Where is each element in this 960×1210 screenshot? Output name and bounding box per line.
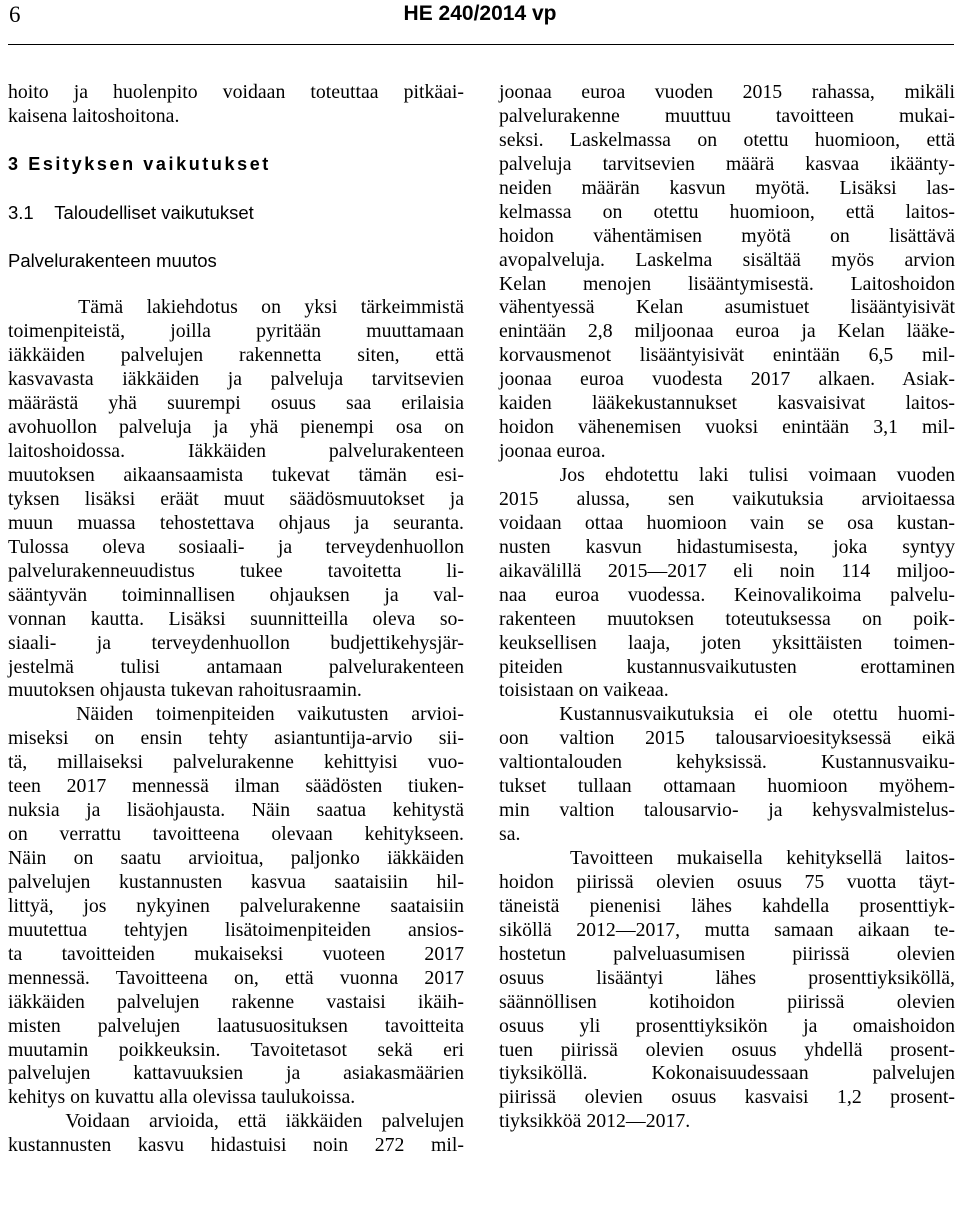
text-line: joonaa euroa vuoden 2015 rahassa, mikäli <box>499 81 955 103</box>
text-line: hostetun palveluasumisen piirissä olevien <box>499 942 955 965</box>
text-line: miseksi on ensin tehty asiantuntija-arvio sii- <box>8 727 464 750</box>
text-line: tä, millaiseksi palvelurakenne kehittyisi vuo- <box>8 751 464 774</box>
text-line: kelmassa on otettu huomioon, että laitos- <box>499 200 955 223</box>
text-line: Tulossa oleva sosiaali- ja terveydenhuollon <box>8 535 464 558</box>
text-line: vähentyessä Kelan asumistuet lisääntyisivät <box>499 296 955 319</box>
text-line: hoidon vähenemisen vuoksi enintään 3,1 mil- <box>499 416 955 439</box>
text-line: nuksia ja lisäohjausta. Näin saatua kehitystä <box>8 799 464 822</box>
left-column <box>8 81 464 1158</box>
text-line: muutoksen aikaansaamista tukevat tämän esi- <box>8 464 464 486</box>
document-id: HE 240/2014 vp <box>403 2 557 25</box>
spacer <box>8 177 464 201</box>
text-line: muutamin poikkeuksin. Tavoitetasot sekä eri <box>8 1038 464 1061</box>
right-column <box>499 81 955 1134</box>
spacer <box>8 225 464 249</box>
text-line: palvelurakenne muuttuu tavoitteen mukai- <box>499 104 955 127</box>
text-line: Näin on saatu arvioitua, paljonko iäkkäiden <box>8 847 464 869</box>
text-line: mennessä. Tavoitteena on, että vuonna 2017 <box>8 966 464 989</box>
text-line: vonnan kautta. Lisäksi suunnitteilla oleva so- <box>8 607 464 630</box>
text-line: Jos ehdotettu laki tulisi voimaan vuoden <box>499 464 955 486</box>
subsection-heading: Palvelurakenteen muutos <box>8 249 217 271</box>
text-line: toisistaan on vaikeaa. <box>499 679 669 702</box>
text-line: jestelmä tulisi antamaan palvelurakenteen <box>8 655 464 678</box>
text-line: kaisena laitoshoitona. <box>8 104 180 127</box>
text-line: seksi. Laskelmassa on otettu huomioon, että <box>499 128 955 151</box>
text-line: siaali- ja terveydenhuollon budjettikehysjär- <box>8 631 464 654</box>
text-line: hoito ja huolenpito voidaan toteuttaa pitkäai- <box>8 81 464 103</box>
text-line: on verrattu tavoitteena olevaan kehitykseen. <box>8 823 464 846</box>
text-line: avopalveluja. Laskelma sisältää myös arvion <box>499 248 955 271</box>
text-line: osuus yli prosenttiyksikön ja omaishoidon <box>499 1014 955 1037</box>
text-line: kehitys on kuvattu alla olevissa taulukoissa. <box>8 1086 356 1109</box>
text-line: hoidon piirissä olevien osuus 75 vuotta täyt- <box>499 870 955 893</box>
text-line: Tavoitteen mukaisella kehityksellä laitos- <box>499 847 955 869</box>
text-line: rakenteen muutoksen toteutuksessa on poik- <box>499 607 955 630</box>
text-line: piteiden kustannusvaikutusten erottaminen <box>499 655 955 678</box>
text-line: osuus lisääntyi lähes prosenttiyksiköllä, <box>499 966 955 989</box>
text-line: piirissä olevien osuus kasvaisi 1,2 prosent- <box>499 1086 955 1109</box>
text-line: täneistä pienenisi lähes kahdella prosenttiyk- <box>499 894 955 917</box>
text-line: palvelujen kattavuuksien ja asiakasmäärien <box>8 1062 464 1085</box>
text-line: tiyksiköllä. Kokonaisuudessaan palvelujen <box>499 1062 955 1085</box>
text-line: misten palvelujen laatusuosituksen tavoitteita <box>8 1014 464 1037</box>
subsection-heading: 3.1 Taloudelliset vaikutukset <box>8 201 254 223</box>
text-line: iäkkäiden palvelujen rakennetta siten, että <box>8 344 464 367</box>
section-heading: 3 Esityksen vaikutukset <box>8 153 271 174</box>
text-line: muutettua tehtyjen lisätoimenpiteiden ansios- <box>8 918 464 941</box>
text-line: kaiden lääkekustannukset kasvaisivat laitos- <box>499 392 955 415</box>
text-line: sääntyvän toiminnallisen ohjauksen ja val- <box>8 583 464 606</box>
text-line: Voidaan arvioida, että iäkkäiden palvelujen <box>8 1110 464 1133</box>
spacer <box>8 129 464 153</box>
text-line: tiyksikköä 2012—2017. <box>499 1110 691 1133</box>
text-line: oon valtion 2015 talousarvioesityksessä eikä <box>499 727 955 750</box>
text-line: kasvavasta iäkkäiden ja palveluja tarvitsevien <box>8 368 464 391</box>
text-line: aikavälillä 2015—2017 eli noin 114 miljoo- <box>499 559 955 582</box>
text-line: määrästä yhä suurempi osuus saa erilaisia <box>8 392 464 415</box>
text-line: palveluja tarvitsevien määrä kasvaa ikäänty- <box>499 152 955 175</box>
text-line: keuksellisen laaja, joten yksittäisten toimen- <box>499 631 955 654</box>
text-line: Näiden toimenpiteiden vaikutusten arvioi- <box>8 703 464 726</box>
text-line: tyksen lisäksi eräät muut säädösmuutokset ja <box>8 487 464 510</box>
text-line: iäkkäiden palvelujen rakenne vastaisi ikäih- <box>8 990 464 1013</box>
text-line: sa. <box>499 823 521 846</box>
text-line: 2015 alussa, sen vaikutuksia arvioitaessa <box>499 487 955 510</box>
text-line: Tämä lakiehdotus on yksi tärkeimmistä <box>8 296 464 319</box>
text-line: palvelujen kustannusten kasvua saataisiin hil- <box>8 870 464 893</box>
text-line: palvelurakenneuudistus tukee tavoitetta li- <box>8 559 464 582</box>
text-line: kustannusten kasvu hidastuisi noin 272 mil- <box>8 1134 464 1157</box>
text-line: joonaa euroa. <box>499 440 606 463</box>
text-line: enintään 2,8 miljoonaa euroa ja Kelan lääke- <box>499 320 955 343</box>
text-line: joonaa euroa vuodesta 2017 alkaen. Asiak- <box>499 368 955 391</box>
text-line: naa euroa vuodessa. Keinovalikoima palvelu- <box>499 583 955 606</box>
text-line: voidaan ottaa huomioon vain se osa kustan- <box>499 511 955 534</box>
text-line: nusten kasvun hidastumisesta, joka syntyy <box>499 535 955 558</box>
text-line: valtiontalouden kehyksissä. Kustannusvaiku- <box>499 751 955 774</box>
text-line: muun muassa tehostettava ohjaus ja seuranta. <box>8 511 464 534</box>
spacer <box>8 273 464 297</box>
text-line: Kelan menojen lisääntymisestä. Laitoshoidon <box>499 272 955 295</box>
text-line: toimenpiteistä, joilla pyritään muuttamaan <box>8 320 464 343</box>
header-rule <box>8 44 954 45</box>
text-line: ta tavoitteiden mukaiseksi vuoteen 2017 <box>8 942 464 965</box>
page-number: 6 <box>9 2 21 27</box>
text-line: tukset tullaan ottamaan huomioon myöhem- <box>499 775 955 798</box>
text-line: tuen piirissä olevien osuus yhdellä prosent- <box>499 1038 955 1061</box>
text-line: siköllä 2012—2017, mutta samaan aikaan te- <box>499 918 955 941</box>
text-line: min valtion talousarvio- ja kehysvalmistelus- <box>499 799 955 822</box>
text-line: littyä, jos nykyinen palvelurakenne saataisiin <box>8 894 464 917</box>
text-line: Kustannusvaikutuksia ei ole otettu huomi- <box>499 703 955 726</box>
text-line: muutoksen ohjausta tukevan rahoitusraamin. <box>8 679 362 702</box>
text-line: säännöllisen kotihoidon piirissä olevien <box>499 990 955 1013</box>
text-line: laitoshoidossa. Iäkkäiden palvelurakenteen <box>8 440 464 463</box>
text-line: neiden määrän kasvun myötä. Lisäksi las- <box>499 176 955 199</box>
text-line: teen 2017 mennessä ilman säädösten tiuken- <box>8 775 464 798</box>
text-line: hoidon vähentämisen myötä on lisättävä <box>499 224 955 247</box>
text-line: avohuollon palveluja ja yhä pienempi osa on <box>8 416 464 439</box>
text-line: korvausmenot lisääntyisivät enintään 6,5 mil- <box>499 344 955 367</box>
